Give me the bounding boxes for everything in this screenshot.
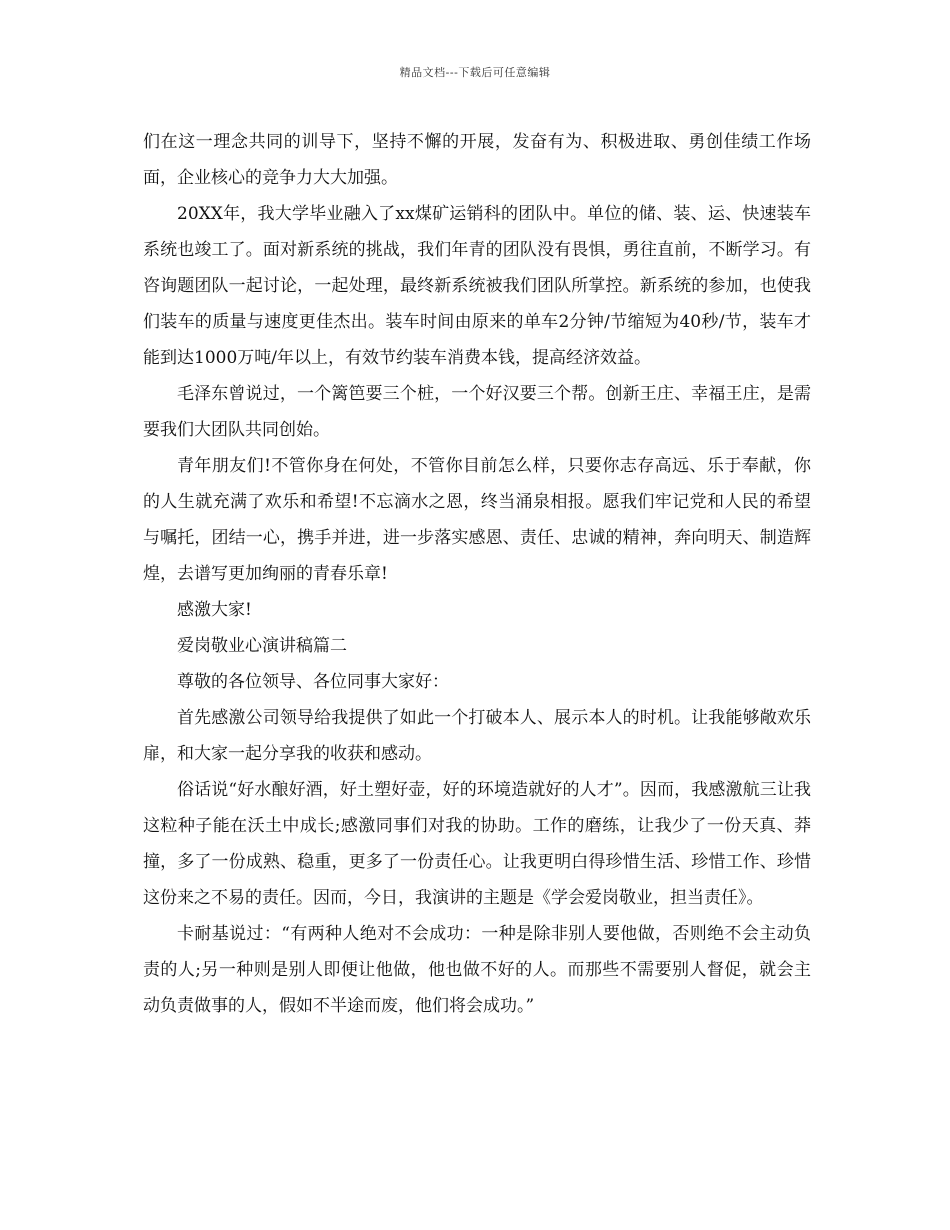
paragraph-1: 们在这一理念共同的训导下，坚持不懈的开展，发奋有为、积极进取、勇创佳绩工作场面，企业核心的竞争力大大加强。 xyxy=(143,132,811,188)
paragraph-2: 20XX年，我大学毕业融入了xx煤矿运销科的团队中。单位的储、装、运、快速装车系统也竣工了。面对新系统的挑战，我们年青的团队没有畏惧，勇往直前，不断学习。有咨询题团队一起讨论，一起处理，最终新系统被我们团队所掌控。新系统的参加，也使我们装车的质量与速度更佳杰出。装车时间由原来的单车2分钟/节缩短为40秒/节，装车才能到达1000万吨/年以上，有效节约装车消费本钱，提高经济效益。 xyxy=(143,204,811,368)
paragraph-6: 首先感激公司领导给我提供了如此一个打破本人、展示本人的时机。让我能够敞欢乐扉，和大家一起分享我的收获和感动。 xyxy=(143,708,811,764)
paragraph-5: 感激大家! xyxy=(177,600,252,620)
paragraph-8: 卡耐基说过：“有两种人绝对不会成功：一种是除非别人要他做，否则绝不会主动负责的人;另一种则是别人即便让他做，他也做不好的人。而那些不需要别人督促，就会主动负责做事的人，假如不半途而废，他们将会成功。” xyxy=(143,924,811,1016)
paragraph-4: 青年朋友们!不管你身在何处，不管你目前怎么样，只要你志存高远、乐于奉献，你的人生就充满了欢乐和希望!不忘滴水之恩，终当涌泉相报。愿我们牢记党和人民的希望与嘱托，团结一心，携手并进，进一步落实感恩、责任、忠诚的精神，奔向明天、制造辉煌，去谱写更加绚丽的青春乐章! xyxy=(143,456,811,584)
section-title: 爱岗敬业心演讲稿篇二 xyxy=(177,636,347,656)
paragraph-3: 毛泽东曾说过，一个篱笆要三个桩，一个好汉要三个帮。创新王庄、幸福王庄，是需要我们大团队共同创始。 xyxy=(143,384,811,440)
paragraph-7: 俗话说“好水酿好酒，好土塑好壶，好的环境造就好的人才”。因而，我感激航三让我这粒种子能在沃土中成长;感激同事们对我的协助。工作的磨练，让我少了一份天真、莽撞，多了一份成熟、稳重，更多了一份责任心。让我更明白得珍惜生活、珍惜工作、珍惜这份来之不易的责任。因而，今日，我演讲的主题是《学会爱岗敬业，担当责任》。 xyxy=(143,780,811,908)
document-body xyxy=(143,124,811,1024)
salutation: 尊敬的各位领导、各位同事大家好： xyxy=(177,672,449,692)
page-header: 精品文档---下载后可任意编辑 xyxy=(399,66,551,79)
